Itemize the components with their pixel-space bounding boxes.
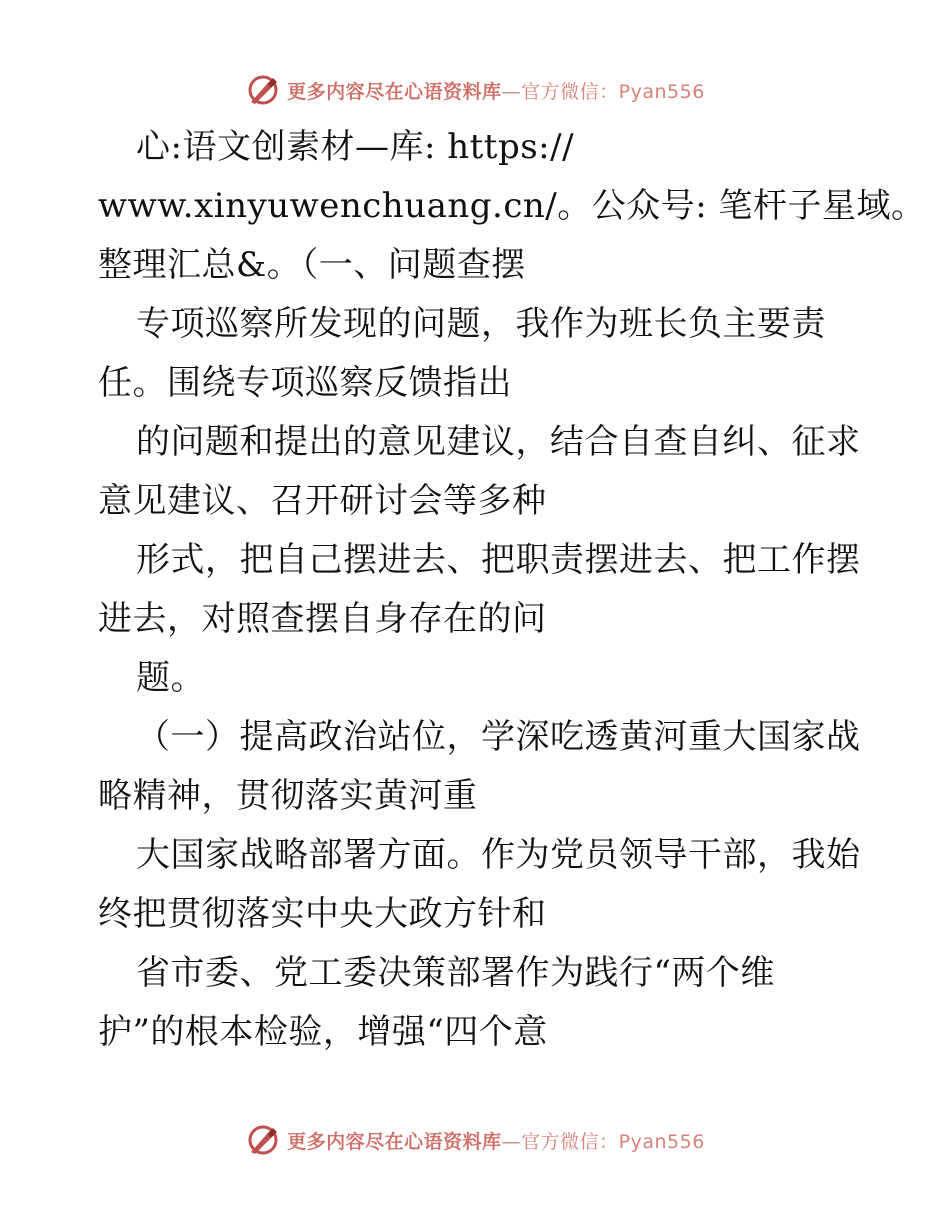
body-line: 形式，把自己摆进去、把职责摆进去、把工作摆 xyxy=(136,540,861,580)
body-line: www.xinyuwenchuang.cn/。公众号: 笔杆子星域。 xyxy=(98,186,926,226)
body-line: 任。围绕专项巡察反馈指出 xyxy=(98,363,512,403)
body-line: 题。 xyxy=(136,658,205,698)
body-line: 心:语文创素材—库: https:// xyxy=(136,127,575,167)
pen-logo-icon xyxy=(245,72,281,108)
banner-main-text: 更多内容尽在心语资料库 xyxy=(287,1130,502,1153)
banner-contact-text: 官方微信：Pyan556 xyxy=(521,80,705,103)
body-line: 进去，对照查摆自身存在的问 xyxy=(98,599,547,639)
banner-separator: — xyxy=(501,1130,522,1153)
body-line: 大国家战略部署方面。作为党员领导干部，我始 xyxy=(136,835,861,875)
body-line: 整理汇总&。（一、问题查摆 xyxy=(98,245,526,285)
body-line: 护”的根本检验，增强“四个意 xyxy=(98,1012,548,1052)
body-line: 专项巡察所发现的问题，我作为班长负主要责 xyxy=(136,304,826,344)
body-line: 的问题和提出的意见建议，结合自查自纠、征求 xyxy=(136,422,861,462)
body-line: 意见建议、召开研讨会等多种 xyxy=(98,481,547,521)
body-line: 终把贯彻落实中央大政方针和 xyxy=(98,894,547,934)
header-banner xyxy=(0,70,950,110)
banner-main-text: 更多内容尽在心语资料库 xyxy=(287,80,502,103)
banner-text xyxy=(287,77,705,104)
body-line: 省市委、党工委决策部署作为践行“两个维 xyxy=(136,953,775,993)
banner-text xyxy=(287,1127,705,1154)
body-line: 略精神，贯彻落实黄河重 xyxy=(98,776,478,816)
footer-banner xyxy=(0,1120,950,1160)
banner-separator: — xyxy=(501,80,522,103)
body-line: （一）提高政治站位，学深吃透黄河重大国家战 xyxy=(136,717,861,757)
pen-logo-icon xyxy=(245,1122,281,1158)
banner-contact-text: 官方微信：Pyan556 xyxy=(521,1130,705,1153)
